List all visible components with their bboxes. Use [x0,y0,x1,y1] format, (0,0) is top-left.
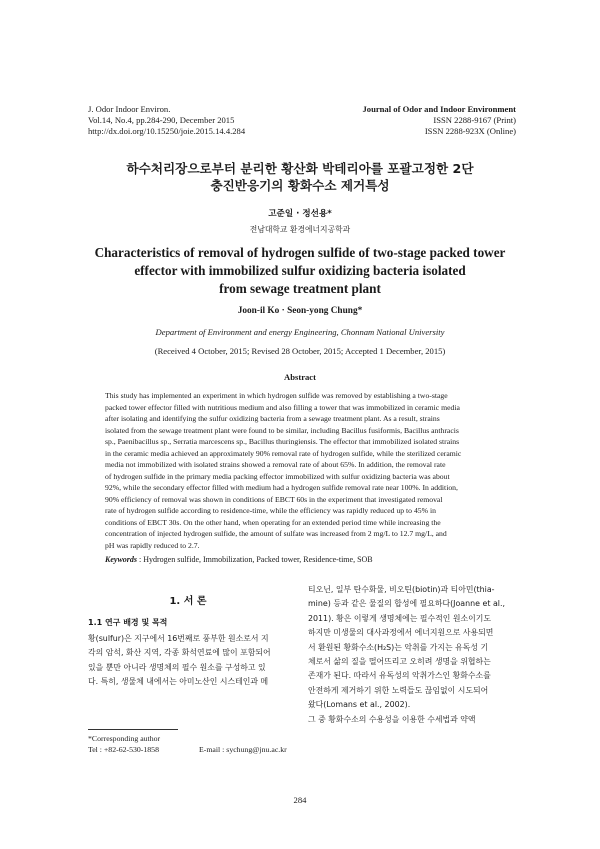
abstract-line: sp., Paenibacillus sp., Serratia marcescens sp., Bacillus thuringiensis. The effector that immobilized isolated strains [105,437,460,446]
volume-info: Vol.14, No.4, pp.284-290, December 2015 [88,115,235,126]
body-line: 왔다(Lomans et al., 2002). [308,700,411,710]
korean-affiliation: 전남대학교 환경에너지공학과 [249,225,351,234]
journal-abbrev: J. Odor Indoor Environ. [88,104,171,114]
footnote [88,733,287,755]
abstract-line: 90% efficiency of removal was shown in conditions of EBCT 60s in the experiment that investigated removal [105,494,443,504]
telephone: Tel : +82-62-530-1858 [88,745,159,754]
body-line: 하지만 미생물의 대사과정에서 에너지원으로 사용되면 [308,628,494,638]
corresponding-author-label: *Corresponding author [88,734,161,743]
received-dates: (Received 4 October, 2015; Revised 28 October, 2015; Accepted 1 December, 2015) [154,346,446,356]
subsection-title: 1.1 연구 배경 및 목적 [88,618,168,627]
english-title-line: effector with immobilized sulfur oxidizing bacteria isolated [134,262,466,278]
body-right-column [308,583,516,727]
body-line: 체로서 삶의 질을 떨어뜨리고 오히려 생명을 위협하는 [308,657,491,667]
journal-title: Journal of Odor and Indoor Environment [362,104,516,114]
body-line: 티오닌, 일부 탄수화물, 비오틴(biotin)과 티아민(thia- [308,585,495,594]
abstract-line: rate of hydrogen sulfide according to residence-time, while the efficiency was rapidly reduced up to 45% in [105,506,436,515]
abstract-line: of hydrogen sulfide in the primary media packing effector immobilized with sulfur oxidizing bacteria was about [105,471,450,481]
abstract-line: 92%, while the secondary effector filled with medium had a hydrogen sulfide removal rate near 100%. In addition, [105,483,458,492]
body-line: 다. 특히, 생물체 내에서는 아미노산인 시스테인과 메 [88,677,269,687]
keywords-text: : Hydrogen sulfide, Immobilization, Packed tower, Residence-time, SOB [139,555,373,564]
abstract-line: pH was rapidly reduced to 2.7. [105,540,200,550]
abstract-line: packed tower effector filled with nutritious medium and also filling a tower that was immobilized in ceramic media [105,402,460,412]
issn-print: ISSN 2288-9167 (Print) [433,115,516,126]
abstract-line: in the ceramic media achieved an approximately 90% removal rate of hydrogen sulfide, while the sterilized ceramic [105,448,462,458]
page-number: 284 [293,795,307,805]
body-line: 안전하게 제거하기 위한 노력들도 끊임없이 시도되어 [308,685,489,695]
section-title: 1. 서 론 [169,596,207,607]
body-line: mine) 등과 같은 물질의 합성에 필요하다(Joanne et al., [308,599,506,609]
body-line: 그 중 황화수소의 수용성을 이용한 수세법과 약액 [308,714,476,724]
issn-online: ISSN 2288-923X (Online) [424,126,516,137]
english-title [0,244,600,297]
email-link[interactable]: E-mail : sychung@jnu.ac.kr [199,745,287,754]
abstract-heading: Abstract [284,372,316,382]
english-affiliation: Department of Environment and energy Engineering, Chonnam National University [155,327,445,337]
journal-header-left [88,104,245,138]
body-line: 각의 암석, 화산 지역, 각종 화석연료에 많이 포함되어 [88,648,271,658]
abstract-body [105,390,505,551]
body-left-column [88,632,288,690]
korean-title-line: 충진반응기의 황화수소 제거특성 [210,178,390,193]
korean-authors: 고준일 · 정선용* [268,209,332,219]
keywords [105,555,373,564]
abstract-line: conditions of EBCT 30s. On the other hand, when operating for an extended period time while increasing the [105,517,441,527]
body-line: 존재가 된다. 따라서 유독성의 악취가스인 황화수소를 [308,671,491,681]
body-line: 있을 뿐만 아니라 생명체의 필수 원소를 구성하고 있 [88,662,266,672]
english-title-line: Characteristics of removal of hydrogen sulfide of two-stage packed tower [94,245,506,260]
english-title-line: from sewage treatment plant [219,280,381,296]
abstract-line: after isolating and identifying the sulfur oxidizing bacteria from a sewage treatment plant. As a result, strains [105,414,440,423]
body-line: 황(sulfur)은 지구에서 16번째로 풍부한 원소로서 지 [88,634,269,643]
abstract-line: concentration of injected hydrogen sulfide, the amount of sulfate was increased from 2 mg/L to 12.7 mg/L, and [105,529,447,538]
english-authors: Joon-il Ko · Seon-yong Chung* [237,306,363,316]
doi-link[interactable]: http://dx.doi.org/10.15250/joie.2015.14.4.284 [88,126,246,137]
body-line: 서 환원된 황화수소(H₂S)는 악취를 가지는 유독성 기 [308,642,489,652]
footnote-divider [88,729,178,730]
abstract-line: media not immobilized with isolated strains showed a removal rate of about 65%. In addition, the removal rate [105,460,446,469]
abstract-line: This study has implemented an experiment in which hydrogen sulfide was removed by establishing a two-stage [105,391,448,400]
journal-header-right [362,104,516,138]
korean-title-line: 하수처리장으로부터 분리한 황산화 박테리아를 포괄고정한 2단 [126,161,474,176]
keywords-label: Keywords [105,555,137,564]
body-line: 2011). 황은 이렇게 생명체에는 필수적인 원소이기도 [308,613,492,623]
abstract-line: isolated from the sewage treatment plant were found to be similar, including Bacillus fusiformis, Bacillus anthracis [105,425,459,435]
korean-title [0,160,600,194]
